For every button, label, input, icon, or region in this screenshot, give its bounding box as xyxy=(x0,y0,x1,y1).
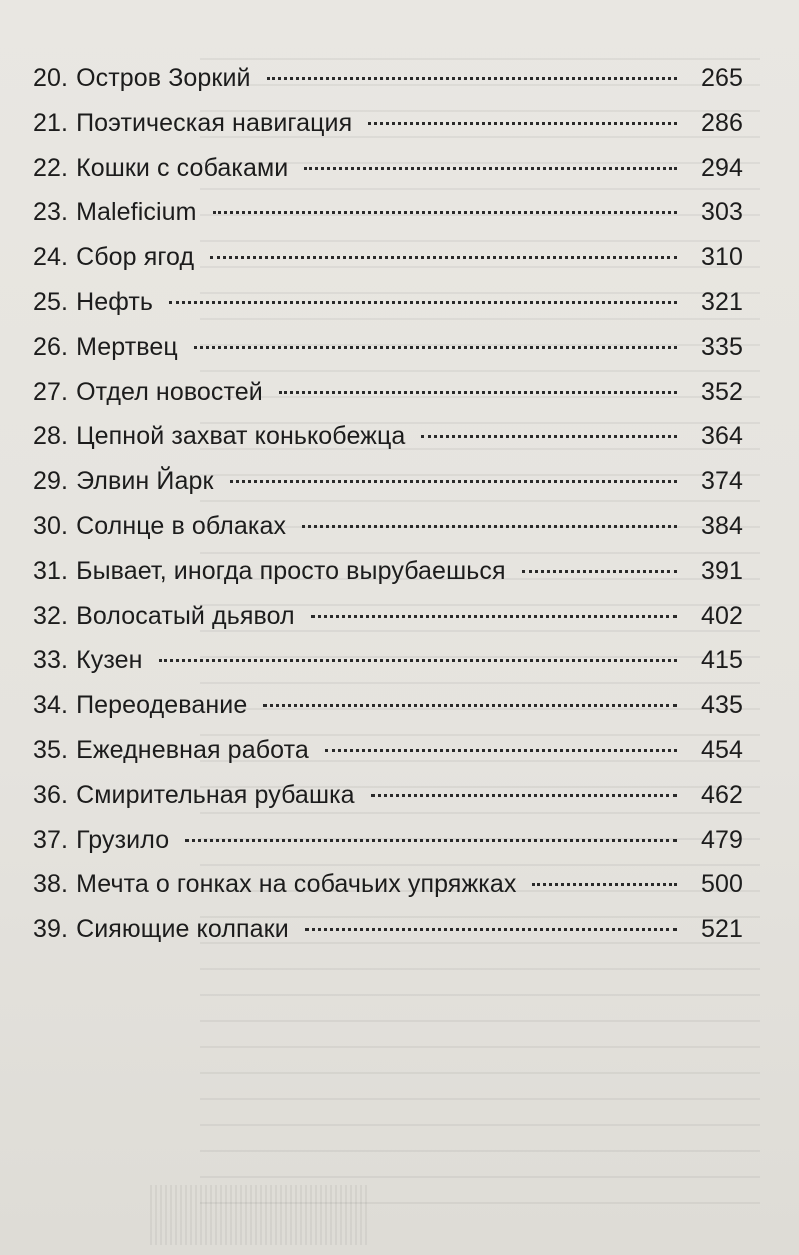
dot-leader xyxy=(522,570,677,573)
toc-entry xyxy=(33,646,743,691)
chapter-number: 27. xyxy=(33,377,69,406)
chapter-title: Ежедневная работа xyxy=(76,735,309,764)
dot-leader xyxy=(169,301,677,304)
chapter-number: 39. xyxy=(33,915,69,944)
dot-leader xyxy=(305,928,677,931)
chapter-title: Кузен xyxy=(76,646,143,675)
chapter-title: Остров Зоркий xyxy=(76,64,251,92)
page-number: 415 xyxy=(700,646,743,675)
chapter-title: Поэтическая навигация xyxy=(76,108,353,137)
chapter-number: 22. xyxy=(33,153,69,182)
chapter-number: 38. xyxy=(33,870,69,899)
dot-leader xyxy=(279,391,677,394)
dot-leader xyxy=(311,615,677,618)
chapter-number: 37. xyxy=(33,825,69,854)
dot-leader xyxy=(532,883,677,886)
dot-leader xyxy=(371,794,677,797)
chapter-number: 36. xyxy=(33,780,69,809)
toc-entry xyxy=(33,736,743,781)
toc-entry xyxy=(33,915,743,960)
page-number: 402 xyxy=(700,601,743,630)
dot-leader xyxy=(210,256,677,259)
page-number: 374 xyxy=(700,467,743,496)
chapter-title: Элвин Йарк xyxy=(76,467,214,496)
chapter-title: Сияющие колпаки xyxy=(76,915,289,944)
toc-entry xyxy=(33,602,743,647)
dot-leader xyxy=(185,839,677,842)
chapter-title: Грузило xyxy=(76,825,170,854)
chapter-title: Переодевание xyxy=(76,691,248,720)
chapter-title: Бывает, иногда просто вырубаешься xyxy=(76,556,506,585)
toc-entry xyxy=(33,64,743,109)
chapter-number: 34. xyxy=(33,691,69,720)
toc-entry xyxy=(33,154,743,199)
toc-entry xyxy=(33,557,743,602)
chapter-number: 28. xyxy=(33,422,69,451)
page-number: 454 xyxy=(700,735,743,764)
toc-entry xyxy=(33,512,743,557)
chapter-number: 31. xyxy=(33,556,69,585)
chapter-number: 29. xyxy=(33,467,69,496)
chapter-title: Волосатый дьявол xyxy=(76,601,295,630)
page-number: 462 xyxy=(700,780,743,809)
chapter-number: 26. xyxy=(33,332,69,361)
toc-entry xyxy=(33,467,743,512)
toc-entry xyxy=(33,422,743,467)
dot-leader xyxy=(267,77,677,80)
toc-entry xyxy=(33,826,743,871)
toc-entry xyxy=(33,243,743,288)
page-number: 335 xyxy=(700,332,743,361)
dot-leader xyxy=(325,749,677,752)
toc-entry xyxy=(33,109,743,154)
chapter-number: 33. xyxy=(33,646,69,675)
dot-leader xyxy=(302,525,677,528)
toc-entry xyxy=(33,870,743,915)
chapter-title: Цепной захват конькобежца xyxy=(76,422,406,451)
dot-leader xyxy=(194,346,677,349)
dot-leader xyxy=(263,704,677,707)
page-number: 479 xyxy=(700,825,743,854)
chapter-title: Нефть xyxy=(76,287,154,316)
chapter-number: 23. xyxy=(33,198,69,227)
page-number: 303 xyxy=(700,198,743,227)
toc-entry xyxy=(33,378,743,423)
dot-leader xyxy=(159,659,677,662)
chapter-number: 21. xyxy=(33,108,69,137)
page-number: 364 xyxy=(700,422,743,451)
page-number: 321 xyxy=(700,287,743,316)
page-number: 286 xyxy=(700,108,743,137)
dot-leader xyxy=(213,211,677,214)
toc-entry xyxy=(33,333,743,378)
page-number: 521 xyxy=(700,915,743,944)
chapter-title: Мечта о гонках на собачьих упряжках xyxy=(76,870,517,899)
table-of-contents xyxy=(33,64,743,960)
page-number: 294 xyxy=(700,153,743,182)
page-number: 500 xyxy=(700,870,743,899)
dot-leader xyxy=(368,122,677,125)
chapter-number: 30. xyxy=(33,511,69,540)
page-number: 310 xyxy=(700,243,743,272)
page-number: 384 xyxy=(700,511,743,540)
page-number: 391 xyxy=(700,556,743,585)
chapter-title: Мертвец xyxy=(76,332,178,361)
dot-leader xyxy=(421,435,677,438)
toc-entry xyxy=(33,691,743,736)
chapter-title: Кошки с собаками xyxy=(76,153,289,182)
chapter-title: Смирительная рубашка xyxy=(76,780,355,809)
page-number: 352 xyxy=(700,377,743,406)
chapter-title: Солнце в облаках xyxy=(76,511,287,540)
chapter-number: 35. xyxy=(33,735,69,764)
show-through-barcode xyxy=(150,1185,370,1245)
chapter-number: 25. xyxy=(33,287,69,316)
dot-leader xyxy=(304,167,677,170)
toc-entry xyxy=(33,781,743,826)
chapter-title: Сбор ягод xyxy=(76,243,195,272)
chapter-title: Отдел новостей xyxy=(76,377,263,406)
dot-leader xyxy=(230,480,677,483)
chapter-title: Maleficium xyxy=(76,198,197,227)
page-number: 265 xyxy=(700,64,743,92)
toc-entry xyxy=(33,288,743,333)
page-number: 435 xyxy=(700,691,743,720)
chapter-number: 20. xyxy=(33,64,69,92)
toc-entry xyxy=(33,198,743,243)
chapter-number: 32. xyxy=(33,601,69,630)
chapter-number: 24. xyxy=(33,243,69,272)
